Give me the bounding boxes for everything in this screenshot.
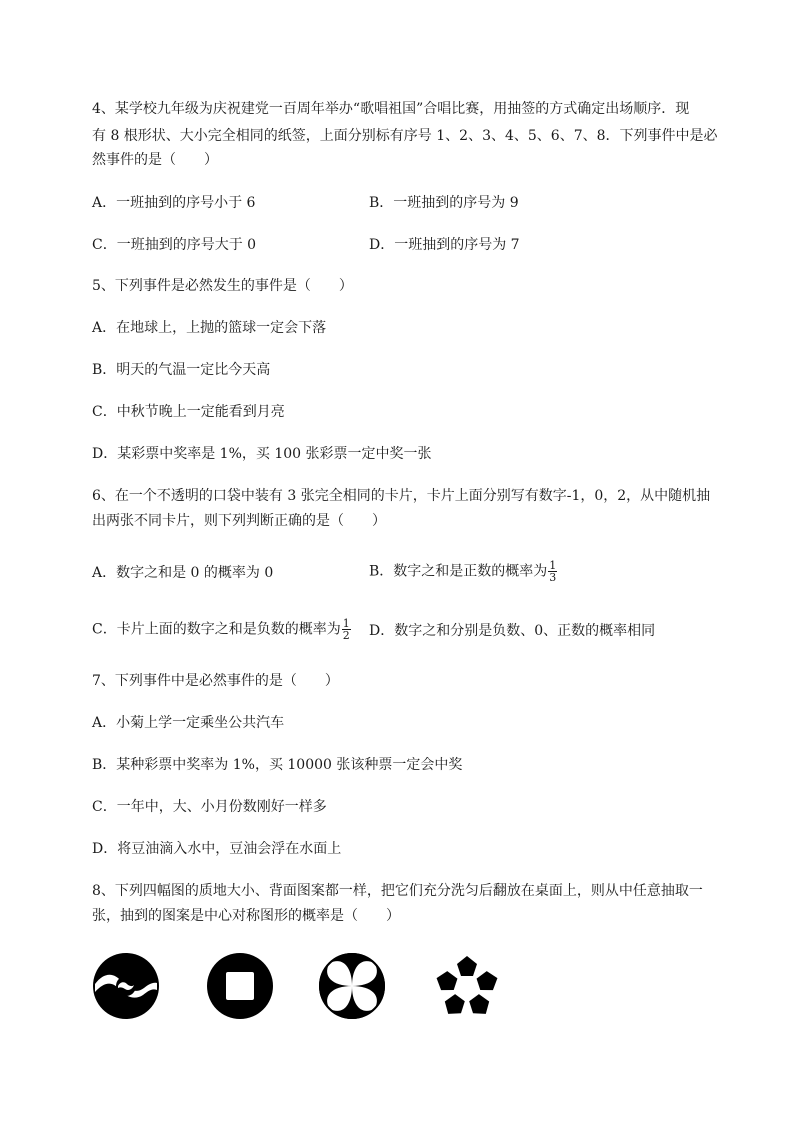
pentagon-flower-icon: [433, 952, 501, 1020]
q6-option-c-text: C．卡片上面的数字之和是负数的概率为: [92, 621, 341, 638]
four-petal-circle-icon: [318, 952, 386, 1020]
q6-option-b: [369, 560, 557, 583]
q6-option-a: A．数字之和是 0 的概率为 0: [92, 565, 274, 581]
fraction-numerator: 1: [342, 617, 350, 630]
q5-option-b: B．明天的气温一定比今天高: [92, 362, 271, 378]
q7-option-d: D．将豆油滴入水中，豆油会浮在水面上: [92, 841, 342, 857]
q6-option-c: [92, 618, 351, 641]
fraction-denominator: 3: [549, 571, 557, 584]
q4-option-c: C．一班抽到的序号大于 0: [92, 237, 257, 253]
q4-stem-line3: 然事件的是（ ）: [92, 152, 218, 168]
fraction-numerator: 1: [549, 559, 557, 572]
q8-stem-line2: 张，抽到的图案是中心对称图形的概率是（ ）: [92, 908, 400, 924]
q5-stem: 5、下列事件是必然发生的事件是（ ）: [92, 278, 353, 294]
q6-option-b-text: B．数字之和是正数的概率为: [369, 563, 548, 580]
q4-option-b: B．一班抽到的序号为 9: [369, 195, 519, 211]
q5-option-a: A．在地球上，上抛的篮球一定会下落: [92, 320, 327, 336]
q8-stem-line1: 8、下列四幅图的质地大小、背面图案都一样，把它们充分洗匀后翻放在桌面上，则从中任意抽取一: [92, 883, 703, 899]
fraction: [548, 560, 557, 583]
q4-option-d: D．一班抽到的序号为 7: [369, 237, 520, 253]
q4-option-a: A．一班抽到的序号小于 6: [92, 195, 256, 211]
q5-option-d: D．某彩票中奖率是 1%，买 100 张彩票一定中奖一张: [92, 446, 432, 462]
q4-stem-line2: 有 8 根形状、大小完全相同的纸签，上面分别标有序号 1、2、3、4、5、6、7、8．下列事件中是必: [92, 128, 718, 144]
q7-option-a: A．小菊上学一定乘坐公共汽车: [92, 715, 285, 731]
q7-option-b: B．某种彩票中奖率为 1%，买 10000 张该种票一定会中奖: [92, 757, 463, 773]
q7-stem: 7、下列事件中是必然事件的是（ ）: [92, 673, 339, 689]
q6-stem-line2: 出两张不同卡片，则下列判断正确的是（ ）: [92, 513, 386, 529]
q7-option-c: C．一年中，大、小月份数刚好一样多: [92, 799, 327, 815]
q6-option-d: D．数字之和分别是负数、0、正数的概率相同: [369, 623, 656, 639]
yin-yang-wave-icon: [92, 952, 160, 1020]
fraction: [342, 618, 351, 641]
coin-square-hole-icon: [206, 952, 274, 1020]
fraction-denominator: 2: [342, 629, 350, 642]
q4-stem-line1: 4、某学校九年级为庆祝建党一百周年举办“歌唱祖国”合唱比赛，用抽签的方式确定出场顺序．现: [92, 101, 690, 117]
q5-option-c: C．中秋节晚上一定能看到月亮: [92, 404, 285, 420]
q6-stem-line1: 6、在一个不透明的口袋中装有 3 张完全相同的卡片，卡片上面分别写有数字-1，0，2，从中随机抽: [92, 488, 711, 504]
